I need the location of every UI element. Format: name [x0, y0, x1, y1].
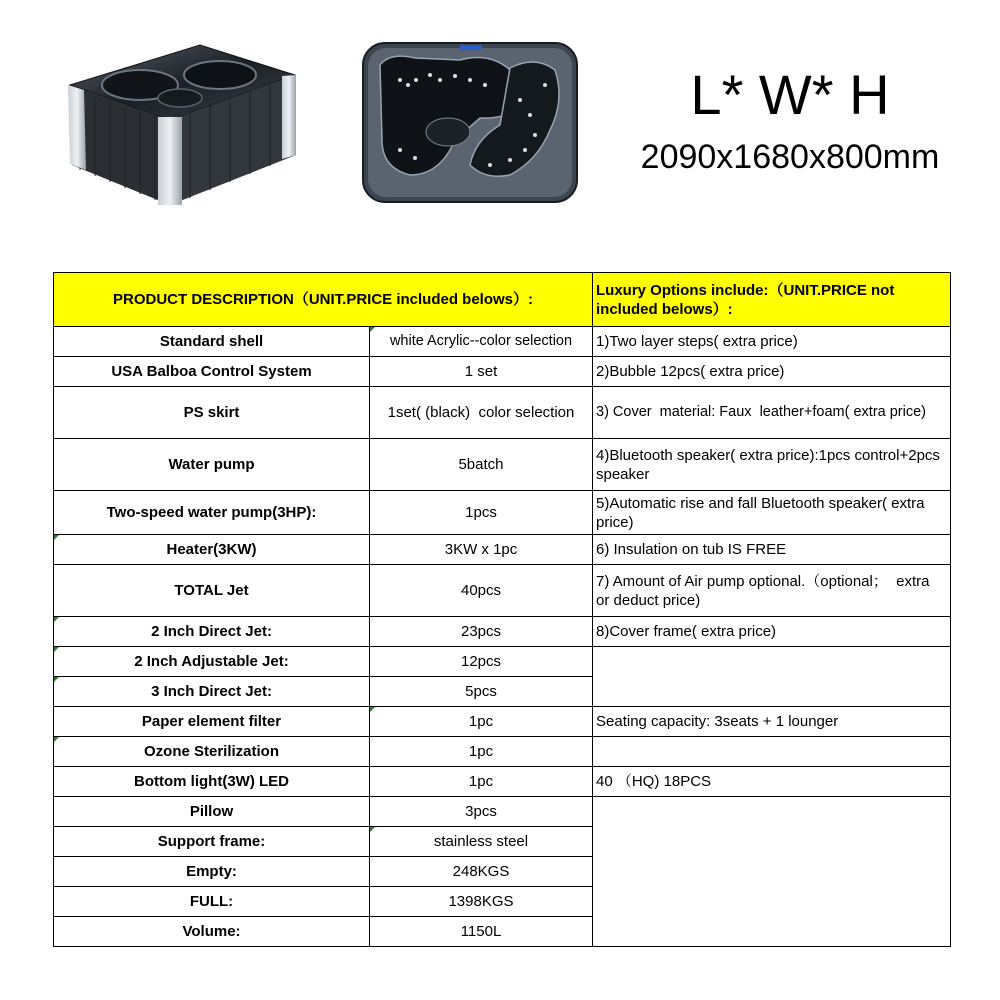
- spec-label: Bottom light(3W) LED: [54, 767, 370, 797]
- spec-label: TOTAL Jet: [54, 565, 370, 617]
- spec-value: 5batch: [370, 439, 593, 491]
- option-text-empty: [593, 647, 951, 707]
- spec-value: 248KGS: [370, 857, 593, 887]
- spec-label: 3 Inch Direct Jet:: [54, 677, 370, 707]
- spec-value: 1pc: [370, 767, 593, 797]
- spec-value: 5pcs: [370, 677, 593, 707]
- spec-value: 12pcs: [370, 647, 593, 677]
- spec-label: PS skirt: [54, 387, 370, 439]
- spec-label: Empty:: [54, 857, 370, 887]
- dimensions-label: L* W* H: [690, 63, 890, 126]
- spec-label: Heater(3KW): [54, 535, 370, 565]
- option-text: 6) Insulation on tub IS FREE: [593, 535, 951, 565]
- spec-label: Pillow: [54, 797, 370, 827]
- table-row: [54, 767, 951, 797]
- option-text-empty: [593, 797, 951, 947]
- table-row: [54, 491, 951, 535]
- spec-label: Ozone Sterilization: [54, 737, 370, 767]
- table-row: [54, 357, 951, 387]
- luxury-options-header: Luxury Options include:（UNIT.PRICE not included belows）:: [593, 273, 951, 327]
- spec-value: 3pcs: [370, 797, 593, 827]
- spec-value: 1pc: [370, 707, 593, 737]
- hot-tub-side-view-image: [60, 40, 305, 210]
- option-text: 1)Two layer steps( extra price): [593, 327, 951, 357]
- spec-label: 2 Inch Direct Jet:: [54, 617, 370, 647]
- spec-value: 1 set: [370, 357, 593, 387]
- option-text: 40 （HQ) 18PCS: [593, 767, 951, 797]
- option-text: 7) Amount of Air pump optional.（optional； extra or deduct price): [593, 565, 951, 617]
- spec-label: Paper element filter: [54, 707, 370, 737]
- spec-value: stainless steel: [370, 827, 593, 857]
- option-text: 8)Cover frame( extra price): [593, 617, 951, 647]
- spec-value: 1150L: [370, 917, 593, 947]
- spec-value: 23pcs: [370, 617, 593, 647]
- product-spec-table: [53, 272, 951, 947]
- option-text: 4)Bluetooth speaker( extra price):1pcs control+2pcs speaker: [593, 439, 951, 491]
- option-text: 5)Automatic rise and fall Bluetooth speaker( extra price): [593, 491, 951, 535]
- table-row: [54, 707, 951, 737]
- table-row: [54, 797, 951, 827]
- table-row: [54, 737, 951, 767]
- table-row: [54, 439, 951, 491]
- spec-value: white Acrylic--color selection: [370, 327, 593, 357]
- spec-value: 3KW x 1pc: [370, 535, 593, 565]
- spec-label: FULL:: [54, 887, 370, 917]
- dimensions-value: 2090x1680x800mm: [640, 138, 940, 176]
- option-text: 2)Bubble 12pcs( extra price): [593, 357, 951, 387]
- option-text: 3) Cover material: Faux leather+foam( extra price): [593, 387, 951, 439]
- table-row: [54, 565, 951, 617]
- spec-value: 1set( (black) color selection: [370, 387, 593, 439]
- spec-value: 1398KGS: [370, 887, 593, 917]
- spec-label: 2 Inch Adjustable Jet:: [54, 647, 370, 677]
- product-description-header: PRODUCT DESCRIPTION（UNIT.PRICE included belows）:: [54, 273, 593, 327]
- spec-label: Volume:: [54, 917, 370, 947]
- spec-label: Standard shell: [54, 327, 370, 357]
- table-row: [54, 617, 951, 647]
- table-row: [54, 647, 951, 677]
- table-row: [54, 327, 951, 357]
- spec-label: Two-speed water pump(3HP):: [54, 491, 370, 535]
- spec-label: USA Balboa Control System: [54, 357, 370, 387]
- option-text-empty: [593, 737, 951, 767]
- table-row: [54, 535, 951, 565]
- hot-tub-top-view-image: [360, 40, 580, 205]
- option-text: Seating capacity: 3seats + 1 lounger: [593, 707, 951, 737]
- spec-label: Water pump: [54, 439, 370, 491]
- table-row: [54, 387, 951, 439]
- spec-value: 40pcs: [370, 565, 593, 617]
- spec-value: 1pc: [370, 737, 593, 767]
- spec-label: Support frame:: [54, 827, 370, 857]
- spec-value: 1pcs: [370, 491, 593, 535]
